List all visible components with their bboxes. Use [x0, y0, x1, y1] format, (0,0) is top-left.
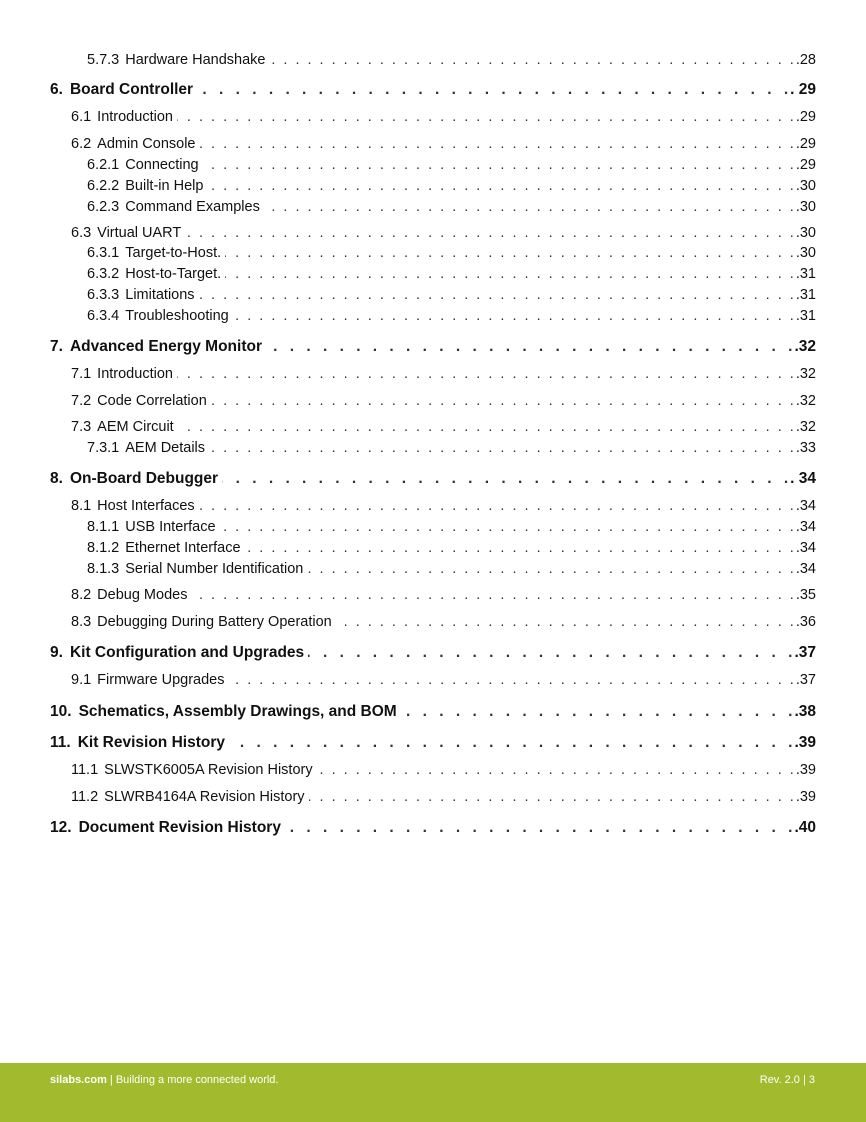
toc-number: 8.1.2: [87, 540, 120, 556]
toc-number: 5.7.3: [87, 52, 120, 68]
toc-title: Introduction: [97, 109, 173, 125]
toc-leader-dots: [233, 306, 794, 326]
toc-page-number: .39: [795, 762, 816, 778]
toc-page-number: .34: [795, 519, 816, 535]
toc-number: 6.3.4: [87, 308, 120, 324]
toc-page-number: .32: [795, 366, 816, 382]
toc-title: Admin Console: [97, 136, 196, 152]
toc-entry[interactable]: [71, 107, 816, 127]
toc-title: Debugging During Battery Operation: [97, 614, 332, 630]
toc-leader-dots: [270, 50, 794, 70]
toc-page-number: .34: [795, 561, 816, 577]
toc-entry[interactable]: [71, 223, 816, 243]
toc-title: Built-in Help: [125, 178, 204, 194]
toc-entry[interactable]: [71, 760, 816, 780]
toc-entry[interactable]: [50, 337, 816, 357]
toc-number: 11.1: [71, 762, 99, 778]
toc-title: AEM Circuit: [97, 419, 174, 435]
toc-page-number: .40: [794, 819, 816, 836]
toc-page-number: .37: [794, 644, 816, 661]
toc-entry[interactable]: [87, 559, 816, 579]
toc-title: Limitations: [125, 287, 195, 303]
toc-number: 8.1.1: [87, 519, 120, 535]
toc-leader-dots: [220, 517, 794, 537]
toc-entry[interactable]: [71, 364, 816, 384]
toc-title: Board Controller: [69, 81, 194, 98]
toc-title: Debug Modes: [97, 587, 188, 603]
toc-entry[interactable]: [87, 438, 816, 458]
toc-leader-dots: [308, 643, 792, 663]
footer-site-link[interactable]: silabs.com: [50, 1074, 107, 1086]
toc-entry[interactable]: [71, 134, 816, 154]
toc-leader-dots: [177, 364, 794, 384]
toc-leader-dots: [401, 702, 793, 722]
toc-page-number: . 34: [790, 470, 816, 487]
toc-page-number: .38: [794, 703, 816, 720]
toc-leader-dots: [225, 243, 794, 263]
toc-leader-dots: [336, 612, 794, 632]
toc-number: 6.: [50, 81, 63, 98]
toc-title: Target-to-Host.: [125, 245, 222, 261]
toc-entry[interactable]: [71, 496, 816, 516]
toc-leader-dots: [211, 391, 794, 411]
toc-leader-dots: [285, 818, 792, 838]
toc-number: 6.2.1: [87, 157, 120, 173]
toc-leader-dots: [177, 107, 794, 127]
toc-entry[interactable]: [87, 243, 816, 263]
toc-entry[interactable]: [71, 417, 816, 437]
toc-number: 9.1: [71, 672, 92, 688]
toc-title: Introduction: [97, 366, 173, 382]
toc-leader-dots: [309, 787, 794, 807]
toc-leader-dots: [266, 337, 792, 357]
toc-number: 7.3: [71, 419, 92, 435]
toc-number: 7.: [50, 338, 63, 355]
toc-title: Advanced Energy Monitor: [69, 338, 262, 355]
toc-title: Kit Configuration and Upgrades: [69, 644, 305, 661]
toc-number: 8.3: [71, 614, 92, 630]
toc-title: USB Interface: [125, 519, 216, 535]
toc-entry[interactable]: [50, 643, 816, 663]
toc-page-number: .34: [795, 498, 816, 514]
toc-entry[interactable]: [50, 469, 816, 489]
toc-page-number: . 29: [790, 81, 816, 98]
toc-page-number: .32: [795, 419, 816, 435]
toc-page-number: .32: [795, 393, 816, 409]
toc-page-number: .32: [794, 338, 816, 355]
toc-entry[interactable]: [71, 787, 816, 807]
toc-entry[interactable]: [87, 285, 816, 305]
toc-number: 7.1: [71, 366, 92, 382]
toc-title: On-Board Debugger: [69, 470, 219, 487]
toc-leader-dots: [225, 264, 794, 284]
toc-number: 7.2: [71, 393, 92, 409]
toc-title: AEM Details: [125, 440, 206, 456]
toc-number: 11.: [50, 734, 71, 751]
toc-leader-dots: [229, 733, 792, 753]
toc-page-number: .30: [795, 199, 816, 215]
toc-leader-dots: [191, 585, 793, 605]
toc-page-number: .30: [795, 245, 816, 261]
toc-title: SLWSTK6005A Revision History: [104, 762, 313, 778]
footer-revision: Rev. 2.0 | 3: [759, 1074, 815, 1086]
toc-number: 7.3.1: [87, 440, 120, 456]
toc-title: Document Revision History: [78, 819, 281, 836]
toc-number: 10.: [50, 703, 72, 720]
toc-leader-dots: [264, 197, 794, 217]
footer-tagline: | Building a more connected world.: [106, 1074, 279, 1086]
toc-entry[interactable]: [87, 50, 816, 70]
toc-leader-dots: [222, 469, 788, 489]
toc-page-number: .29: [795, 136, 816, 152]
toc-page-number: .36: [795, 614, 816, 630]
toc-entry[interactable]: [87, 176, 816, 196]
toc-leader-dots: [307, 559, 793, 579]
toc-title: Serial Number Identification: [125, 561, 304, 577]
toc-leader-dots: [197, 80, 788, 100]
toc-page-number: .30: [795, 178, 816, 194]
toc-page-number: .37: [795, 672, 816, 688]
toc-leader-dots: [200, 134, 794, 154]
toc-title: Schematics, Assembly Drawings, and BOM: [78, 703, 397, 720]
toc-leader-dots: [207, 176, 793, 196]
toc-number: 6.1: [71, 109, 92, 125]
toc-title: Code Correlation: [97, 393, 207, 409]
toc-page-number: .31: [795, 266, 816, 282]
toc-entry[interactable]: [71, 612, 816, 632]
toc-number: 6.3: [71, 225, 92, 241]
toc-entry[interactable]: [50, 80, 816, 100]
toc-title: Ethernet Interface: [125, 540, 241, 556]
toc-number: 6.2.3: [87, 199, 120, 215]
toc-number: 12.: [50, 819, 72, 836]
toc-title: Virtual UART: [97, 225, 182, 241]
toc-title: Host Interfaces: [97, 498, 195, 514]
toc-number: 6.2: [71, 136, 92, 152]
toc-page-number: .29: [795, 157, 816, 173]
toc-entry[interactable]: [50, 818, 816, 838]
toc-number: 8.1.3: [87, 561, 120, 577]
toc-number: 11.2: [71, 789, 99, 805]
toc-page-number: .39: [795, 789, 816, 805]
toc-number: 6.2.2: [87, 178, 120, 194]
toc-number: 8.: [50, 470, 63, 487]
toc-entry[interactable]: [87, 155, 816, 175]
toc-entry[interactable]: [87, 264, 816, 284]
toc-entry[interactable]: [87, 197, 816, 217]
toc-leader-dots: [178, 417, 794, 437]
toc-number: 6.3.3: [87, 287, 120, 303]
page-footer: [0, 1063, 866, 1122]
toc-title: Command Examples: [125, 199, 260, 215]
toc-entry[interactable]: [50, 702, 816, 722]
toc-leader-dots: [245, 538, 794, 558]
toc-page-number: .33: [795, 440, 816, 456]
toc-title: Troubleshooting: [125, 308, 229, 324]
toc-entry[interactable]: [87, 306, 816, 326]
toc-page-number: .31: [795, 287, 816, 303]
toc-page-number: .34: [795, 540, 816, 556]
toc-number: 6.3.1: [87, 245, 120, 261]
toc-title: Connecting: [125, 157, 199, 173]
toc-page-number: .35: [795, 587, 816, 603]
toc-number: 6.3.2: [87, 266, 120, 282]
toc-entry[interactable]: [50, 733, 816, 753]
toc-number: 8.2: [71, 587, 92, 603]
toc-leader-dots: [199, 496, 794, 516]
toc-title: SLWRB4164A Revision History: [104, 789, 305, 805]
toc-page-number: .31: [795, 308, 816, 324]
toc-entry[interactable]: [71, 670, 816, 690]
toc-page-number: .30: [795, 225, 816, 241]
toc-title: Hardware Handshake: [125, 52, 266, 68]
toc-number: 8.1: [71, 498, 92, 514]
toc-entry[interactable]: [71, 391, 816, 411]
toc-page-number: .28: [795, 52, 816, 68]
toc-entry[interactable]: [87, 538, 816, 558]
toc-page-number: .39: [794, 734, 816, 751]
toc-title: Host-to-Target.: [125, 266, 222, 282]
toc-leader-dots: [203, 155, 794, 175]
toc-number: 9.: [50, 644, 63, 661]
toc-entry[interactable]: [87, 517, 816, 537]
toc-title: Kit Revision History: [77, 734, 225, 751]
toc-leader-dots: [229, 670, 794, 690]
toc-leader-dots: [317, 760, 794, 780]
toc-leader-dots: [185, 223, 794, 243]
toc-leader-dots: [209, 438, 794, 458]
toc-leader-dots: [199, 285, 794, 305]
footer-branding: [50, 1074, 278, 1086]
toc-entry[interactable]: [71, 585, 816, 605]
toc-title: Firmware Upgrades: [97, 672, 225, 688]
toc-page-number: .29: [795, 109, 816, 125]
